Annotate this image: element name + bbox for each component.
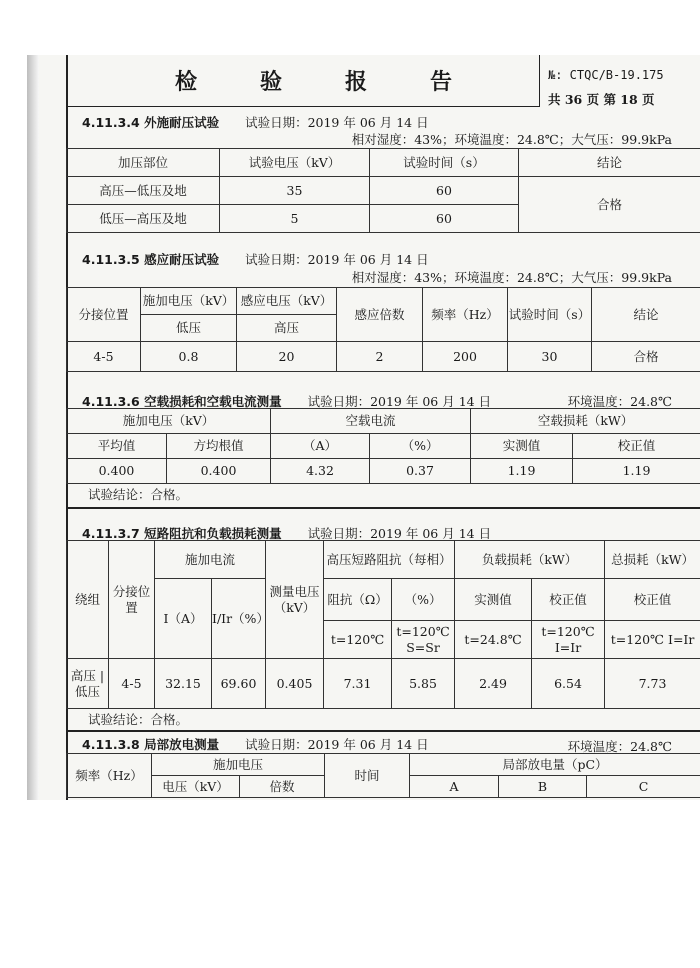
test-date: 试验日期：2019 年 06 月 14 日	[245, 252, 429, 267]
table-cell: 0.405	[266, 659, 324, 709]
col-subheader: （%）	[392, 579, 455, 621]
col-header: 测量电压（kV）	[266, 541, 324, 659]
col-header: 试验时间（s）	[370, 149, 519, 177]
col-header: 频率（Hz）	[67, 754, 152, 798]
table-cell: 6.54	[532, 659, 605, 709]
table-cell: 32.15	[155, 659, 212, 709]
col-header: 施加电压（kV）	[67, 409, 271, 434]
col-header: 空载电流	[271, 409, 471, 434]
table-cell: 35	[220, 177, 370, 205]
table-cell: 7.31	[324, 659, 392, 709]
col-header: 局部放电量（pC）	[410, 754, 700, 776]
col-header: 空载损耗（kW）	[471, 409, 700, 434]
condition-cell: t=24.8℃	[455, 621, 532, 659]
ambient-conditions: 相对湿度：43%；环境温度：24.8℃；大气压：99.9kPa	[351, 132, 672, 147]
table-cell: 高压 | 低压	[67, 659, 109, 709]
table-cell: 60	[370, 177, 519, 205]
table-cell: 4.32	[271, 459, 370, 484]
no-load-loss-table	[66, 408, 700, 484]
col-header: 试验时间（s）	[508, 288, 592, 342]
test-conclusion: 试验结论：合格。	[88, 712, 189, 727]
col-subheader: 校正值	[573, 434, 700, 459]
test-date: 试验日期：2019 年 06 月 14 日	[245, 115, 429, 130]
applied-voltage-table	[66, 148, 700, 233]
table-cell: 1.19	[471, 459, 573, 484]
title-char: 检	[175, 69, 198, 95]
section-title	[82, 250, 429, 268]
col-subheader: 实测值	[455, 579, 532, 621]
condition-cell: t=120℃ S=Sr	[392, 621, 455, 659]
table-cell: 69.60	[212, 659, 266, 709]
section-heading: 4.11.3.7 短路阻抗和负载损耗测量	[82, 526, 282, 541]
induced-voltage-table	[66, 287, 700, 372]
condition-cell: t=120℃	[324, 621, 392, 659]
col-subheader: 校正值	[605, 579, 700, 621]
table-cell: 20	[237, 342, 337, 372]
table-cell: 60	[370, 205, 519, 233]
col-header: 分接位置	[109, 541, 155, 659]
section-heading: 4.11.3.4 外施耐压试验	[82, 115, 220, 130]
col-subheader: I/Ir（%）	[212, 579, 266, 659]
table-cell: 2	[337, 342, 423, 372]
col-header: 结论	[592, 288, 700, 342]
test-date: 试验日期：2019 年 06 月 14 日	[307, 394, 492, 409]
col-header: 感应倍数	[337, 288, 423, 342]
ambient-conditions: 相对湿度：43%；环境温度：24.8℃；大气压：99.9kPa	[351, 270, 672, 285]
table-cell: 5	[220, 205, 370, 233]
col-header: 结论	[519, 149, 700, 177]
col-subheader: C	[587, 776, 700, 798]
conclusion-cell: 合格	[519, 177, 700, 233]
section-divider	[66, 730, 700, 732]
section-heading: 4.11.3.6 空载损耗和空载电流测量	[82, 394, 282, 409]
table-cell: 低压—高压及地	[67, 205, 220, 233]
col-subheader: （%）	[370, 434, 471, 459]
condition-cell: t=120℃ I=Ir	[605, 621, 700, 659]
table-cell: 高压—低压及地	[67, 177, 220, 205]
col-subheader: A	[410, 776, 499, 798]
condition-cell: t=120℃ I=Ir	[532, 621, 605, 659]
ambient-temperature: 环境温度：24.8℃	[567, 739, 672, 754]
col-subheader: 倍数	[240, 776, 325, 798]
test-date: 试验日期：2019 年 06 月 14 日	[245, 737, 429, 752]
table-cell: 0.8	[141, 342, 237, 372]
test-date: 试验日期：2019 年 06 月 14 日	[307, 526, 492, 541]
title-char: 验	[260, 69, 283, 95]
col-subheader: I（A）	[155, 579, 212, 659]
table-cell: 合格	[592, 342, 700, 372]
col-subheader: （A）	[271, 434, 370, 459]
short-circuit-table	[66, 540, 700, 709]
table-cell: 0.37	[370, 459, 471, 484]
col-subheader: 阻抗（Ω）	[324, 579, 392, 621]
col-subheader: 高压	[237, 315, 337, 342]
table-cell: 4-5	[67, 342, 141, 372]
partial-discharge-table	[66, 753, 700, 798]
table-cell: 30	[508, 342, 592, 372]
col-header: 施加电压	[152, 754, 325, 776]
col-subheader: 实测值	[471, 434, 573, 459]
col-subheader: B	[499, 776, 587, 798]
section-heading: 4.11.3.8 局部放电测量	[82, 737, 220, 752]
section-divider	[66, 507, 700, 509]
col-header: 高压短路阻抗（每相）	[324, 541, 455, 579]
table-cell: 5.85	[392, 659, 455, 709]
col-subheader: 平均值	[67, 434, 167, 459]
table-cell: 200	[423, 342, 508, 372]
col-subheader: 校正值	[532, 579, 605, 621]
title-char: 报	[345, 69, 368, 95]
col-header: 感应电压（kV）	[237, 288, 337, 315]
col-header: 绕组	[67, 541, 109, 659]
page-info: 共 36 页 第 18 页	[548, 92, 655, 107]
col-header: 频率（Hz）	[423, 288, 508, 342]
section-title	[82, 735, 429, 753]
col-header: 分接位置	[67, 288, 141, 342]
col-subheader: 方均根值	[167, 434, 271, 459]
table-cell: 0.400	[167, 459, 271, 484]
col-header: 负载损耗（kW）	[455, 541, 605, 579]
table-cell: 0.400	[67, 459, 167, 484]
table-cell: 2.49	[455, 659, 532, 709]
section-title	[82, 113, 429, 131]
ambient-temperature: 环境温度：24.8℃	[567, 394, 672, 409]
table-cell: 7.73	[605, 659, 700, 709]
section-heading: 4.11.3.5 感应耐压试验	[82, 252, 220, 267]
col-header: 时间	[325, 754, 410, 798]
table-cell: 4-5	[109, 659, 155, 709]
col-subheader: 电压（kV）	[152, 776, 240, 798]
header-title-box	[66, 55, 540, 107]
document-number: №: CTQC/B-19.175	[548, 68, 664, 82]
col-header: 施加电压（kV）	[141, 288, 237, 315]
table-cell: 1.19	[573, 459, 700, 484]
col-header: 施加电流	[155, 541, 266, 579]
page-binding-shadow	[27, 55, 39, 800]
test-conclusion: 试验结论：合格。	[88, 487, 189, 502]
col-subheader: 低压	[141, 315, 237, 342]
col-header: 试验电压（kV）	[220, 149, 370, 177]
col-header: 加压部位	[67, 149, 220, 177]
title-char: 告	[430, 69, 453, 95]
col-header: 总损耗（kW）	[605, 541, 700, 579]
